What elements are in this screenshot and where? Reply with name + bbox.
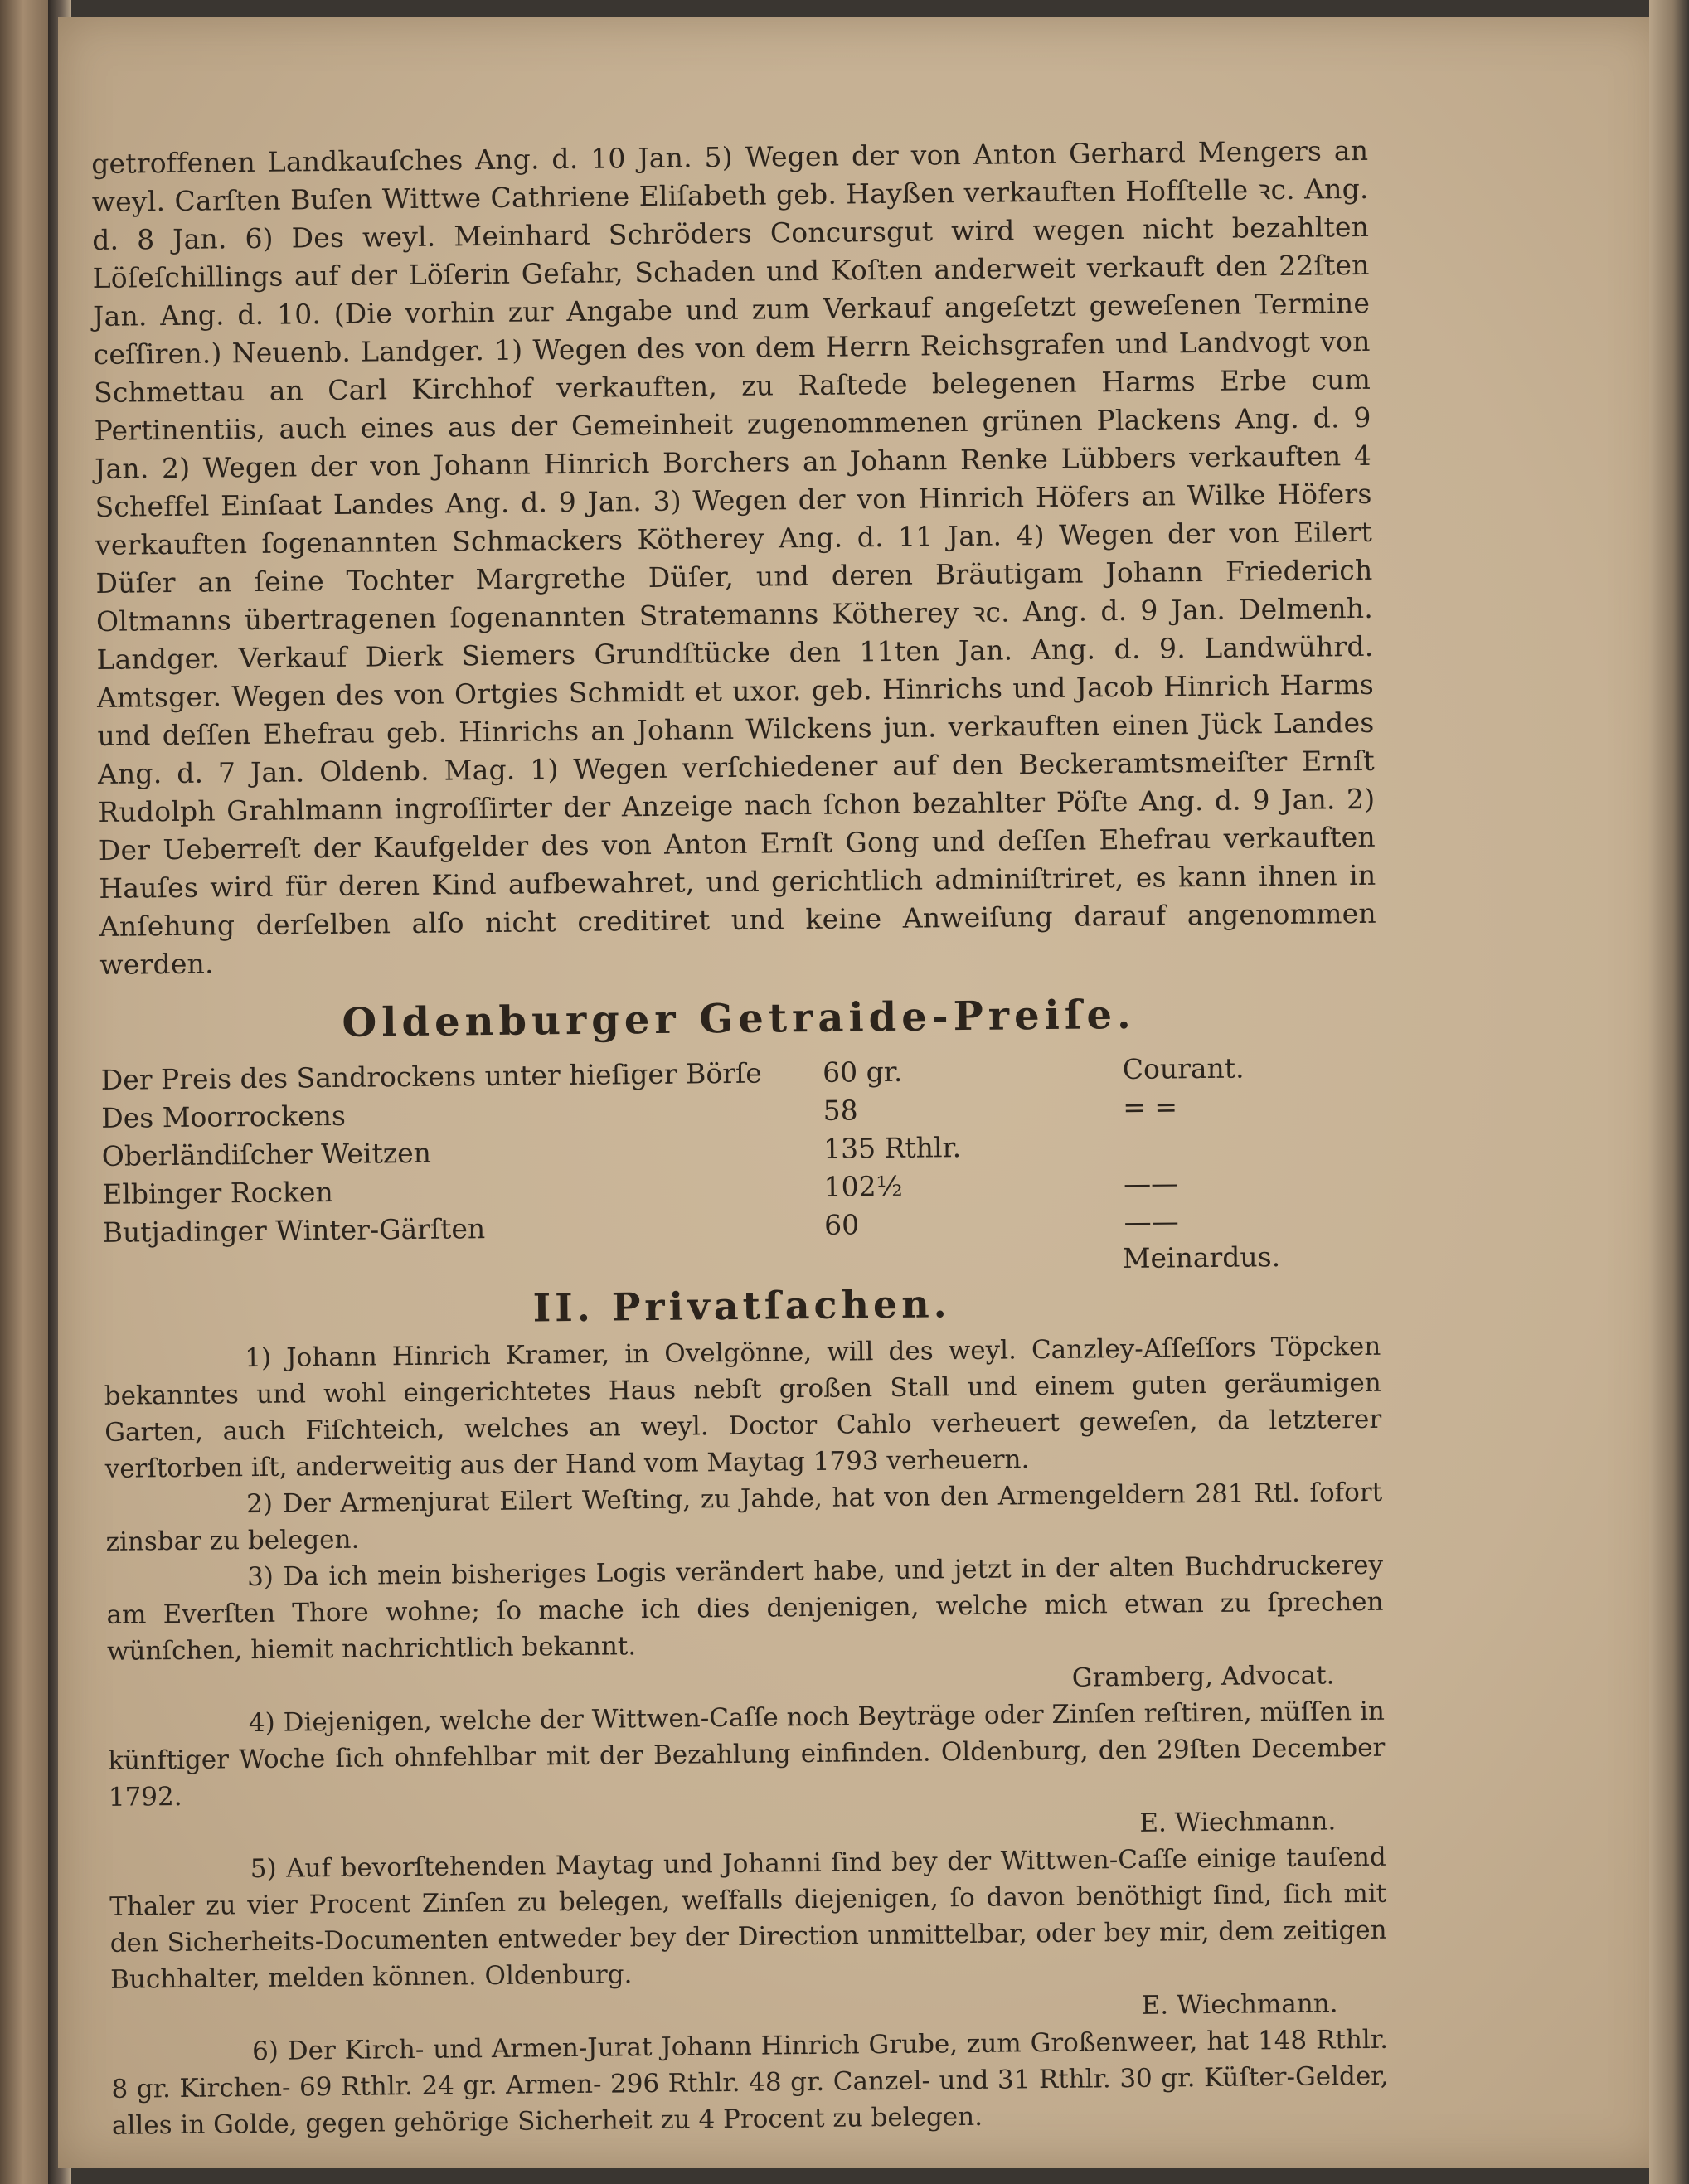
- price-amount: 135 Rthlr.: [823, 1130, 962, 1165]
- grain-price-table: [101, 1047, 1380, 1251]
- price-amount: 60: [823, 1207, 860, 1241]
- notice-item: 3) Da ich mein bisheriges Logis verändert habe, und jetzt in der alten Buchdruckerey am Everſten Thore wohne; ſo mache ich dies denjenigen, welche mich etwan zu ſprechen wünſchen, hiemit nachrichtlich bekannt.: [106, 1550, 1384, 1667]
- page-content: [91, 132, 1389, 2144]
- price-item: Der Preis des Sandrockens unter hieſiger Börſe: [100, 1056, 762, 1096]
- price-amount: 102½: [823, 1169, 903, 1203]
- price-item: Butjadinger Winter-Gärſten: [102, 1211, 486, 1249]
- price-amount: 58: [823, 1093, 858, 1127]
- previous-page-edge: [0, 0, 51, 2184]
- notice-item: 2) Der Armenjurat Eilert Weſting, zu Jahde, hat von den Armengeldern 281 Rtl. ſofort zinsbar zu belegen.: [105, 1477, 1383, 1557]
- legal-notices-paragraph: getroffenen Landkauſches Ang. d. 10 Jan. 5) Wegen der von Anton Gerhard Mengers an weyl. Carſten Buſen Wittwe Cathriene Eliſabeth geb. Hayßen verkauften Hofſtelle ꝛc. Ang. d. 8 Jan. 6) Des weyl. Meinhard Schröders Concursgut wird wegen nicht bezahlten Löſeſchillings auf der Löſerin Gefahr, Schaden und Koſten anderweit verkauft den 22ſten Jan. Ang. d. 10. (Die vorhin zur Angabe und zum Verkauf angeſetzt geweſenen Termine ceſſiren.) Neuenb. Landger. 1) Wegen des von dem Herrn Reichsgrafen und Landvogt von Schmettau an Carl Kirchhof verkauften, zu Raſtede belegenen Harms Erbe cum Pertinentiis, auch eines aus der Gemeinheit zugenommenen grünen Plackens Ang. d. 9 Jan. 2) Wegen der von Johann Hinrich Borchers an Johann Renke Lübbers verkauften 4 Scheffel Einſaat Landes Ang. d. 9 Jan. 3) Wegen der von Hinrich Höfers an Wilke Höfers verkauften ſogenannten Schmackers Kötherey Ang. d. 11 Jan. 4) Wegen der von Eilert Düſer an ſeine Tochter Margrethe Düſer, und deren Bräutigam Johann Friederich Oltmanns übertragenen ſogenannten Stratemanns Kötherey ꝛc. Ang. d. 9 Jan. Delmenh. Landger. Verkauf Dierk Siemers Grundſtücke den 11ten Jan. Ang. d. 9. Landwührd. Amtsger. Wegen des von Ortgies Schmidt et uxor. geb. Hinrichs und Jacob Hinrich Harms und deſſen Ehefrau geb. Hinrichs an Johann Wilckens jun. verkauften einen Jück Landes Ang. d. 7 Jan. Oldenb. Mag. 1) Wegen verſchiedener auf den Beckeramtsmeiſter Ernſt Rudolph Grahlmann ingroſſirter der Anzeige nach ſchon bezahlter Pöſte Ang. d. 9 Jan. 2) Der Ueberreſt der Kaufgelder des von Anton Ernſt Gong und deſſen Ehefrau verkauften Hauſes wird für deren Kind aufbewahret, und gerichtlich adminiſtriret, es kann ihnen in Anſehung derſelben alſo nicht creditiret und keine Anweiſung darauf angenommen werden.: [91, 133, 1376, 981]
- grain-prices-signature: Meinardus.: [1122, 1240, 1281, 1275]
- notice-item: 1) Johann Hinrich Kramer, in Ovelgönne, will des weyl. Canzley-Aſſeſſors Töpcken bekanntes und wohl eingerichtetes Haus nebſt großen Stall und einem guten geräumigen Garten, auch Fiſchteich, welches an weyl. Doctor Cahlo verheuert geweſen, da letzterer verſtorben iſt, anderweitig aus der Hand vom Maytag 1793 verheuern.: [104, 1331, 1382, 1484]
- notice-item: 4) Diejenigen, welche der Wittwen-Caſſe noch Beyträge oder Zinſen reſtiren, müſſen in künftiger Woche ſich ohnfehlbar mit der Bezahlung einfinden. Oldenburg, den 29ſten December 1792.: [108, 1696, 1386, 1813]
- notice-item: 5) Auf bevorſtehenden Maytag und Johanni ſind bey der Wittwen-Caſſe einige tauſend Thaler zu vier Procent Zinſen zu belegen, weſfalls diejenigen, ſo davon benöthigt ſind, ſich mit den Sicherheits-Documenten entweder bey der Direction unmittelbar, oder bey mir, dem zeitigen Buchhalter, melden können. Oldenburg.: [109, 1842, 1387, 1995]
- notice-signature: E. Wiechmann.: [1141, 1988, 1338, 2021]
- private-notices-list: [104, 1328, 1389, 2144]
- price-item: Oberländiſcher Weitzen: [101, 1136, 432, 1172]
- grain-prices-title: Oldenburger Getraide-Preiſe.: [342, 991, 1137, 1046]
- price-unit: ——: [1124, 1204, 1179, 1238]
- notice-signature: Gramberg, Advocat.: [1071, 1660, 1335, 1693]
- price-unit: ——: [1123, 1166, 1179, 1200]
- price-unit: Courant.: [1122, 1051, 1245, 1085]
- price-unit: [1123, 1124, 1378, 1164]
- price-amount: 60 gr.: [822, 1055, 903, 1089]
- private-matters-heading: II. Privatſachen.: [532, 1281, 951, 1331]
- price-item: Elbinger Rocken: [102, 1175, 333, 1211]
- notice-item: 6) Der Kirch- und Armen-Jurat Johann Hinrich Grube, zum Großenweer, hat 148 Rthlr. 8 gr. Kirchen- 69 Rthlr. 24 gr. Armen- 296 Rthlr. 48 gr. Canzel- und 31 Rthlr. 30 gr. Küſter-Gelder, alles in Golde, gegen gehörige Sicherheit zu 4 Procent zu belegen.: [111, 2024, 1389, 2141]
- price-unit: = =: [1122, 1090, 1178, 1124]
- page-right-edge: [1649, 0, 1689, 2184]
- notice-signature: E. Wiechmann.: [1139, 1806, 1337, 1838]
- price-item: Des Moorrockens: [101, 1099, 347, 1134]
